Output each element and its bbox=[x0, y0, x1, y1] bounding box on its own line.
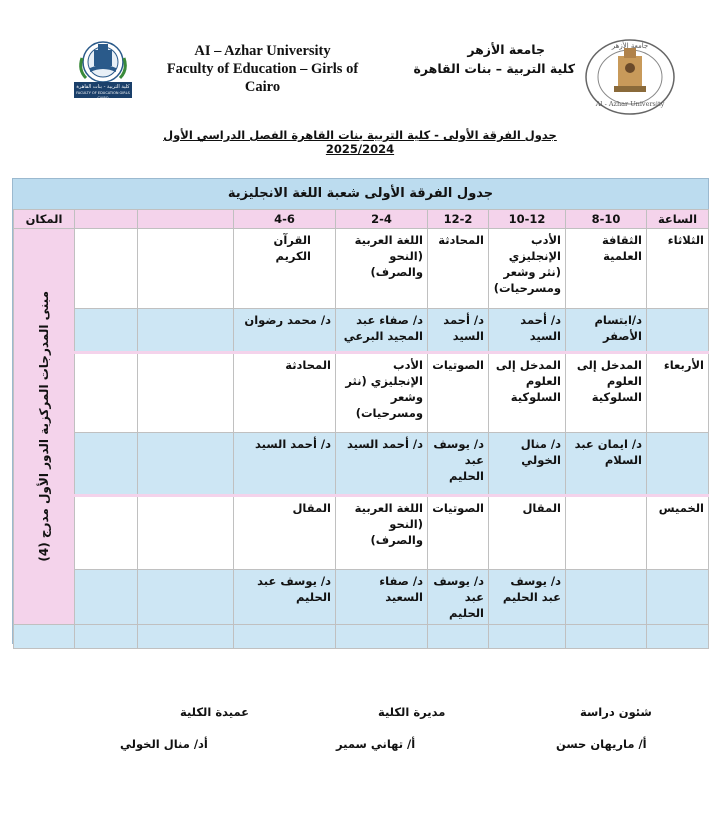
subject-cell: المحادثة bbox=[428, 229, 489, 309]
empty-cell bbox=[138, 229, 234, 309]
col-slot-5: 4-6 bbox=[234, 210, 336, 229]
day-cell-empty bbox=[647, 309, 709, 353]
spacer-cell bbox=[336, 625, 428, 649]
col-slot-1: 8-10 bbox=[566, 210, 647, 229]
spacer-cell bbox=[489, 625, 566, 649]
director-name: أ/ تهاني سمير bbox=[336, 737, 416, 751]
schedule-subtitle: جدول الفرقة الأولى - كلية التربية بنات القاهرة الفصل الدراسي الأول 2025/2024 bbox=[163, 128, 557, 156]
affairs-name: أ/ ماريهان حسن bbox=[556, 737, 647, 751]
subject-cell: القرآن الكريم bbox=[234, 229, 336, 309]
table-row bbox=[14, 570, 709, 625]
table-row bbox=[14, 309, 709, 353]
empty-cell bbox=[138, 570, 234, 625]
teacher-cell: د/ يوسف عبد الحليم bbox=[428, 570, 489, 625]
col-slot-3: 12-2 bbox=[428, 210, 489, 229]
dean-title: عميدة الكلية bbox=[180, 705, 250, 719]
col-empty-1 bbox=[138, 210, 234, 229]
empty-cell bbox=[75, 570, 138, 625]
subject-cell: الأدب الإنجليزي (نثر وشعر ومسرحيات) bbox=[336, 353, 428, 433]
table-row-spacer bbox=[14, 625, 709, 649]
teacher-cell: د/ يوسف عبد الحليم bbox=[489, 570, 566, 625]
empty-cell bbox=[75, 309, 138, 353]
teacher-cell: د/ يوسف عبد الحليم bbox=[428, 433, 489, 496]
col-slot-4: 2-4 bbox=[336, 210, 428, 229]
empty-cell bbox=[138, 353, 234, 433]
day-cell-empty bbox=[647, 433, 709, 496]
teacher-cell: د/ ايمان عبد السلام bbox=[566, 433, 647, 496]
teacher-cell: د/ صفاء عبد المجيد البرعي bbox=[336, 309, 428, 353]
subject-cell: الأدب الإنجليزي (نثر وشعر ومسرحيات) bbox=[489, 229, 566, 309]
empty-cell bbox=[75, 353, 138, 433]
teacher-cell: د/ أحمد السيد bbox=[336, 433, 428, 496]
subject-cell: المقال bbox=[234, 496, 336, 570]
en-faculty: Faculty of Education – Girls of bbox=[166, 61, 359, 77]
teacher-cell: د/ أحمد السيد bbox=[489, 309, 566, 353]
teacher-cell: د/ابتسام الأصفر bbox=[566, 309, 647, 353]
director-title: مديرة الكلية bbox=[378, 705, 446, 719]
english-heading bbox=[140, 42, 385, 96]
empty-cell bbox=[75, 229, 138, 309]
place-cell bbox=[14, 229, 75, 625]
page-header bbox=[0, 0, 720, 156]
spacer-cell bbox=[234, 625, 336, 649]
day-cell: الخميس bbox=[647, 496, 709, 570]
spacer-cell bbox=[428, 625, 489, 649]
en-university: AI – Azhar University bbox=[194, 43, 331, 59]
teacher-cell: د/ صفاء السعيد bbox=[336, 570, 428, 625]
table-row bbox=[14, 353, 709, 433]
affairs-title: شئون دراسة bbox=[580, 705, 652, 719]
left-logo-caption: كلية التربية - بنات القاهرة FACULTY OF EDUCATION GIRLS CAIRO bbox=[76, 84, 130, 98]
arabic-heading bbox=[400, 40, 575, 78]
teacher-cell: د/ أحمد السيد bbox=[234, 433, 336, 496]
ar-faculty: كلية التربية – بنات القاهرة bbox=[413, 61, 575, 76]
empty-cell bbox=[75, 496, 138, 570]
en-city: Cairo bbox=[244, 79, 281, 95]
table-row bbox=[14, 229, 709, 309]
subject-cell: اللغة العربية (النحو والصرف) bbox=[336, 229, 428, 309]
subject-cell: المحادثة bbox=[234, 353, 336, 433]
schedule-frame bbox=[12, 178, 709, 644]
subject-cell bbox=[566, 496, 647, 570]
col-day: الساعة bbox=[647, 210, 709, 229]
teacher-cell: د/ أحمد السيد bbox=[428, 309, 489, 353]
empty-cell bbox=[138, 496, 234, 570]
spacer-cell bbox=[14, 625, 75, 649]
table-row bbox=[14, 496, 709, 570]
right-logo-text-bottom: Al - Azhar University bbox=[595, 100, 665, 108]
teacher-cell: د/ منال الخولي bbox=[489, 433, 566, 496]
empty-cell bbox=[138, 433, 234, 496]
subject-cell: المدخل إلى العلوم السلوكية bbox=[489, 353, 566, 433]
spacer-cell bbox=[75, 625, 138, 649]
subject-cell: المدخل إلى العلوم السلوكية bbox=[566, 353, 647, 433]
subject-cell: المقال bbox=[489, 496, 566, 570]
subject-cell: الصوتيات bbox=[428, 353, 489, 433]
ar-university: جامعة الأزهر bbox=[467, 42, 545, 57]
empty-cell bbox=[75, 433, 138, 496]
schedule-title: جدول الفرقة الأولى شعبة اللغة الانجليزية bbox=[13, 179, 708, 209]
subject-cell: اللغة العربية (النحو والصرف) bbox=[336, 496, 428, 570]
subject-cell: الصوتيات bbox=[428, 496, 489, 570]
dean-name: أد/ منال الخولي bbox=[120, 737, 208, 751]
schedule-table bbox=[13, 209, 709, 649]
col-slot-2: 10-12 bbox=[489, 210, 566, 229]
spacer-cell bbox=[138, 625, 234, 649]
day-cell: الثلاثاء bbox=[647, 229, 709, 309]
header-row bbox=[14, 210, 709, 229]
day-cell-empty bbox=[647, 570, 709, 625]
place-text: مبنى المدرجات المركزية الدور الأول مدرج (4) bbox=[37, 291, 51, 562]
teacher-cell: د/ يوسف عبد الحليم bbox=[234, 570, 336, 625]
col-empty-2 bbox=[75, 210, 138, 229]
teacher-cell: د/ محمد رضوان bbox=[234, 309, 336, 353]
col-place: المكان bbox=[14, 210, 75, 229]
spacer-cell bbox=[647, 625, 709, 649]
subject-cell: الثقافة العلمية bbox=[566, 229, 647, 309]
table-row bbox=[14, 433, 709, 496]
teacher-cell bbox=[566, 570, 647, 625]
empty-cell bbox=[138, 309, 234, 353]
day-cell: الأربعاء bbox=[647, 353, 709, 433]
spacer-cell bbox=[566, 625, 647, 649]
right-logo-text-top: جامعة الأزهر bbox=[611, 42, 649, 50]
